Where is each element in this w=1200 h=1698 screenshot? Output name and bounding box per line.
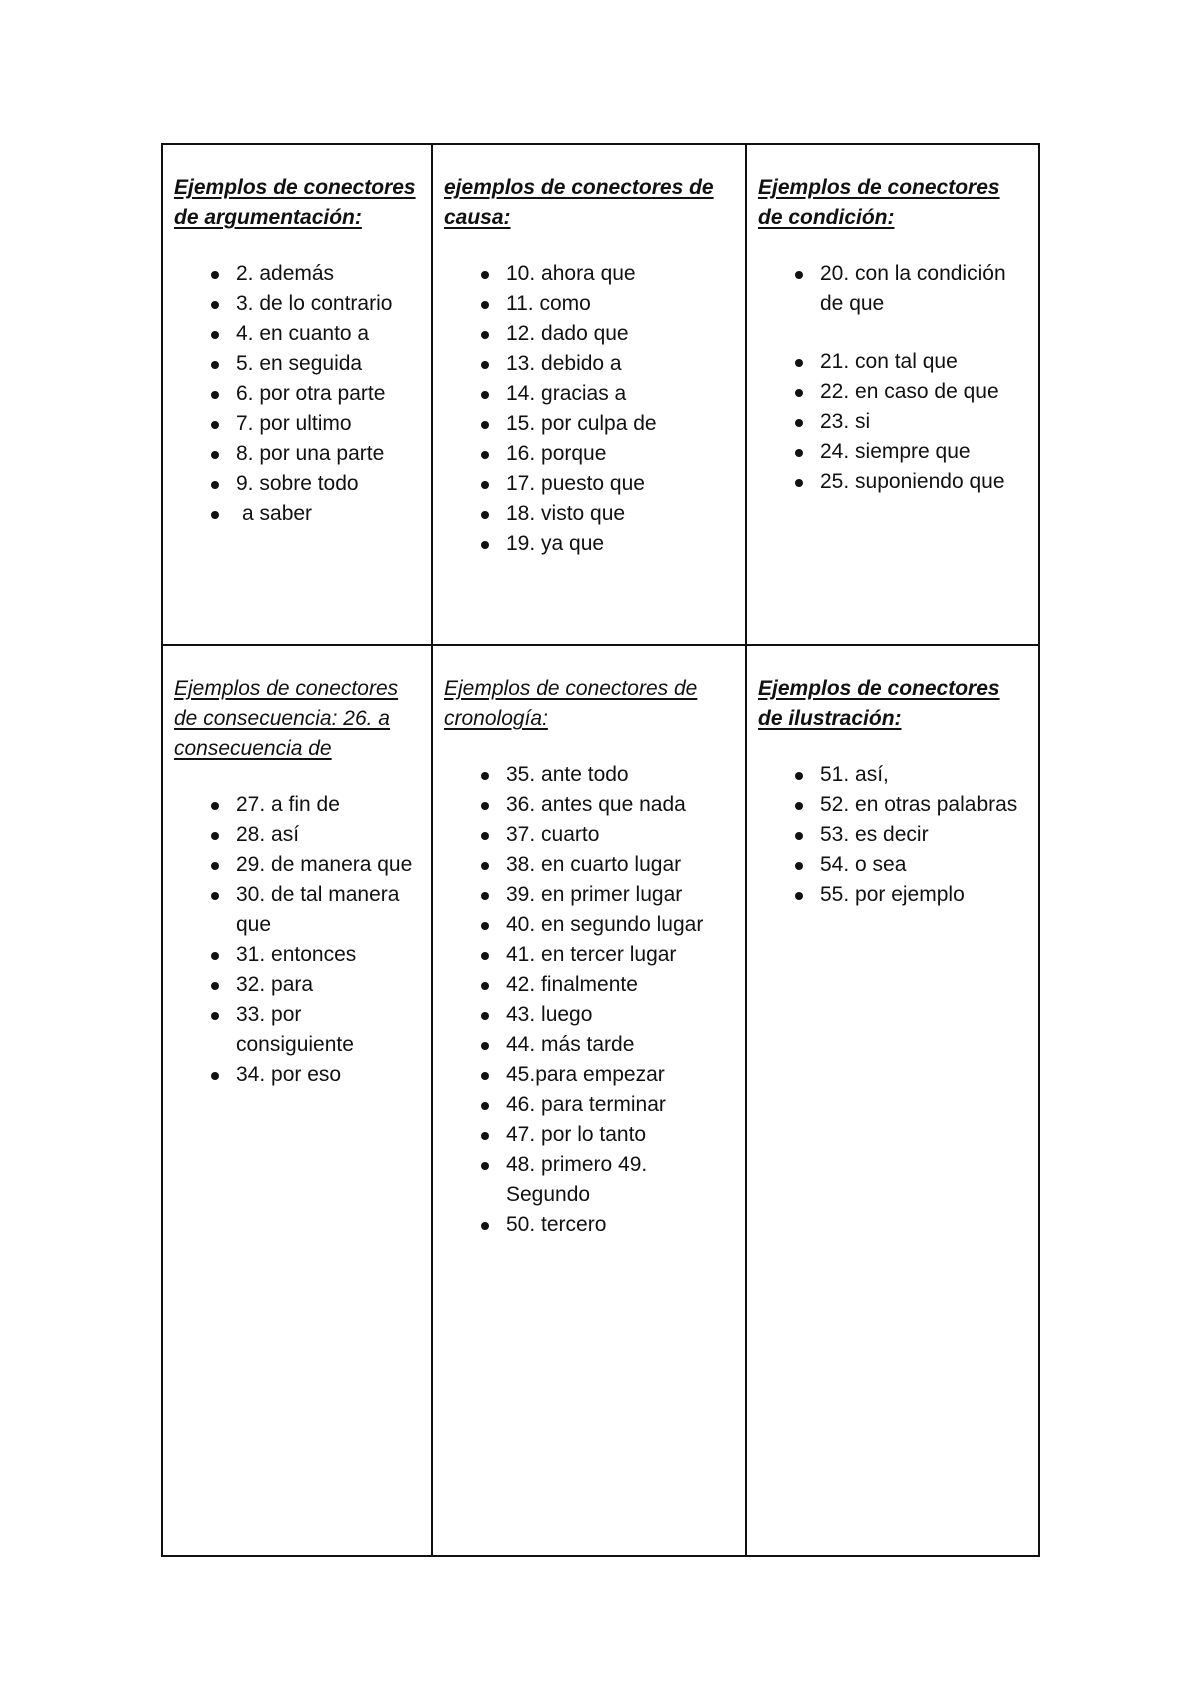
connector-list (444, 760, 735, 1240)
list-item: 9. sobre todo (174, 469, 421, 499)
list-item: 38. en cuarto lugar (444, 850, 735, 880)
connector-list (758, 760, 1028, 910)
connector-list (444, 259, 735, 559)
list-item: 39. en primer lugar (444, 880, 735, 910)
list-item: 6. por otra parte (174, 379, 421, 409)
list-item: 5. en seguida (174, 349, 421, 379)
list-item: 36. antes que nada (444, 790, 735, 820)
cell-consecuencia (163, 646, 433, 1555)
list-item: 8. por una parte (174, 439, 421, 469)
list-item: 53. es decir (758, 820, 1028, 850)
list-item: 34. por eso (174, 1060, 421, 1090)
list-item: 29. de manera que (174, 850, 421, 880)
connector-list (758, 259, 1028, 497)
list-item: 48. primero 49. Segundo (444, 1150, 735, 1210)
list-item: 31. entonces (174, 940, 421, 970)
cell-condicion (747, 145, 1038, 646)
cell-heading: Ejemplos de conectores de ilustración: (758, 677, 1000, 730)
list-item: 42. finalmente (444, 970, 735, 1000)
list-item: 37. cuarto (444, 820, 735, 850)
list-item: 13. debido a (444, 349, 735, 379)
cell-cronologia (433, 646, 747, 1555)
list-item: a saber (174, 499, 421, 529)
cell-causa (433, 145, 747, 646)
list-item: 28. así (174, 820, 421, 850)
list-item: 20. con la condición de que (758, 259, 1028, 319)
list-item: 55. por ejemplo (758, 880, 1028, 910)
list-item: 40. en segundo lugar (444, 910, 735, 940)
list-item: 18. visto que (444, 499, 735, 529)
cell-argumentacion (163, 145, 433, 646)
list-item: 23. si (758, 407, 1028, 437)
list-item: 16. porque (444, 439, 735, 469)
list-item: 7. por ultimo (174, 409, 421, 439)
list-item: 14. gracias a (444, 379, 735, 409)
list-item: 19. ya que (444, 529, 735, 559)
list-item: 4. en cuanto a (174, 319, 421, 349)
cell-heading: Ejemplos de conectores de consecuencia: 26. a consecuencia de (174, 677, 399, 760)
cell-heading: Ejemplos de conectores de cronología: (444, 677, 698, 730)
list-item: 24. siempre que (758, 437, 1028, 467)
list-item: 44. más tarde (444, 1030, 735, 1060)
list-item: 27. a fin de (174, 790, 421, 820)
list-item: 50. tercero (444, 1210, 735, 1240)
list-item: 3. de lo contrario (174, 289, 421, 319)
cell-heading: Ejemplos de conectores de argumentación: (174, 176, 416, 229)
list-item: 54. o sea (758, 850, 1028, 880)
cell-heading: ejemplos de conectores de causa: (444, 176, 714, 229)
list-item: 51. así, (758, 760, 1028, 790)
list-item: 47. por lo tanto (444, 1120, 735, 1150)
connector-list (174, 259, 421, 529)
list-item: 45.para empezar (444, 1060, 735, 1090)
cell-heading: Ejemplos de conectores de condición: (758, 176, 1000, 229)
list-item: 52. en otras palabras (758, 790, 1028, 820)
list-item: 10. ahora que (444, 259, 735, 289)
list-item: 15. por culpa de (444, 409, 735, 439)
list-item: 33. por consiguiente (174, 1000, 421, 1060)
list-item: 46. para terminar (444, 1090, 735, 1120)
connectors-table (161, 143, 1040, 1557)
cell-ilustracion (747, 646, 1038, 1555)
list-item: 25. suponiendo que (758, 467, 1028, 497)
list-item: 2. además (174, 259, 421, 289)
list-item: 17. puesto que (444, 469, 735, 499)
list-item: 22. en caso de que (758, 377, 1028, 407)
connector-list (174, 790, 421, 1090)
list-item: 30. de tal manera que (174, 880, 421, 940)
list-item: 11. como (444, 289, 735, 319)
list-item: 41. en tercer lugar (444, 940, 735, 970)
list-item: 21. con tal que (758, 347, 1028, 377)
list-item: 32. para (174, 970, 421, 1000)
list-item: 12. dado que (444, 319, 735, 349)
list-item: 43. luego (444, 1000, 735, 1030)
list-item: 35. ante todo (444, 760, 735, 790)
